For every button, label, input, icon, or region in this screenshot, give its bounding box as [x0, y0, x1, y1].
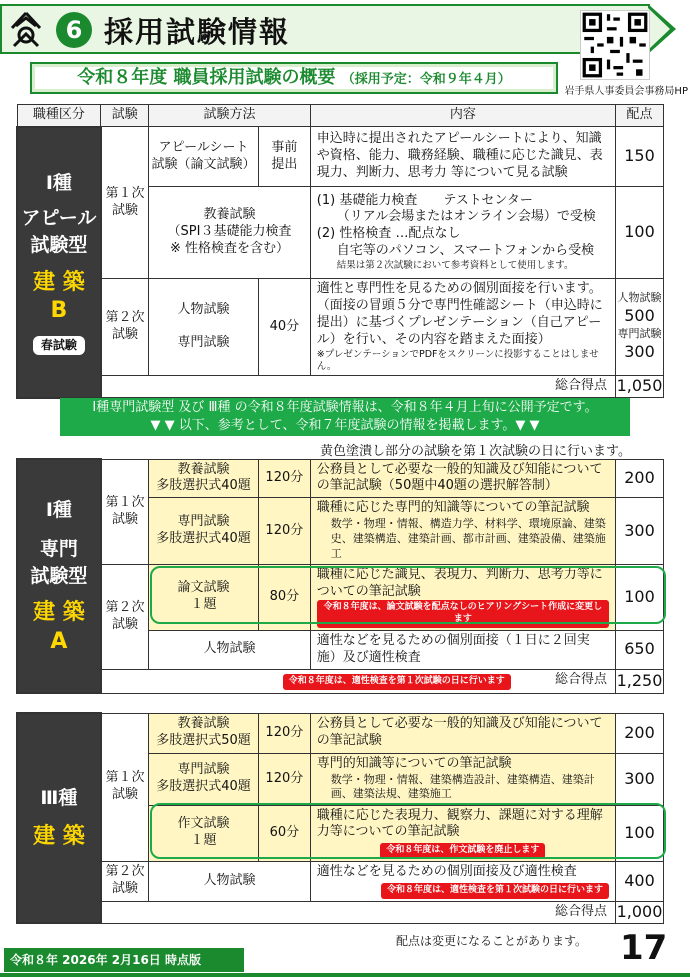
content-senmon — [310, 753, 615, 805]
method-kyoyo: 教養試験 多肢選択式50題 — [149, 713, 259, 753]
highlight-sakubun — [150, 803, 666, 859]
banner-line2: ▼ ▼ 以下、参考として、令和７年度試験の情報を掲載します。▼ ▼ — [150, 418, 540, 433]
time-second: 40分 — [258, 279, 310, 376]
method-appeal: アピールシート 試験（論文試験） — [149, 127, 259, 187]
stage-second: 第２次 試験 — [101, 861, 149, 901]
method-jinbutsu: 人物試験 — [149, 630, 311, 669]
header-stage: 試験 — [101, 105, 149, 127]
page-number: 17 — [620, 928, 668, 968]
time-senmon: 120分 — [258, 498, 310, 564]
content-line: 適性と専門性を見るための個別面接を行います。（面接の冒頭５分で専門性確認シート（申込時に提出）に基づくプレゼンテーション（自己アピール）を行い、その内容を踏まえた面接） — [316, 281, 603, 347]
points-senmon: 300 — [615, 753, 663, 805]
content-kyoyo-spi — [310, 187, 615, 279]
change-notice-tag: 令和８年度は、適性検査を第１次試験の日に行います — [381, 883, 609, 899]
content-line: 職種に応じた表現力、観察力、課題に対する理解力等についての筆記試験 — [316, 807, 603, 840]
content-kyoyo: 公務員として必要な一般的知識及び知能についての筆記試験 — [310, 713, 615, 753]
highlight-ronbun — [150, 566, 666, 624]
exam-table-type1-appeal — [16, 104, 664, 399]
header-category: 職種区分 — [17, 105, 101, 127]
points-kyoyo: 200 — [615, 459, 663, 498]
prefecture-logo-icon — [6, 10, 46, 48]
category-type1-appeal — [17, 127, 101, 398]
category-build-letter: B — [50, 298, 68, 324]
subtitle-note: （採用予定：令和９年４月） — [341, 72, 511, 87]
info-banner — [60, 398, 630, 436]
time-kyoyo: 120分 — [258, 459, 310, 498]
category-type1-specialty — [17, 459, 101, 693]
total-row — [101, 669, 616, 693]
points-change-note: 配点は変更になることがあります。 — [396, 934, 588, 948]
content-line: 専門的知識等についての筆記試験 — [316, 755, 512, 771]
header-arrow-inner — [648, 8, 670, 50]
content-line: (1) 基礎能力検査 テストセンター — [316, 192, 533, 208]
total-points: 1,050 — [615, 376, 663, 398]
stage-first: 第１次 試験 — [101, 459, 149, 564]
time-sakubun: 60分 — [258, 805, 310, 861]
change-notice-tag: 令和８年度は、論文試験を配点なしのヒアリングシート作成に変更します — [317, 600, 609, 627]
stage-second: 第２次 試験 — [101, 564, 149, 669]
content-line: 職種に応じた識見、表現力、判断力、思考力等についての筆記試験 — [316, 566, 603, 599]
method-ronbun: 論文試験 １題 — [149, 564, 259, 630]
banner-line1: Ⅰ種専門試験型 及び Ⅲ種 の令和８年度試験情報は、令和８年４月上旬に公開予定です。 — [92, 400, 598, 415]
category-main: Ⅲ種 — [40, 787, 78, 810]
bottom-rule — [0, 973, 690, 977]
content-senmon — [310, 498, 615, 564]
points-appeal: 150 — [615, 127, 663, 187]
method-specialty: 専門試験 — [177, 335, 230, 351]
spring-exam-badge: 春試験 — [33, 336, 85, 356]
content-jinbutsu — [310, 861, 615, 901]
content-jinbutsu: 適性などを見るための個別面接（１日に２回実施）及び適性検査 — [310, 630, 615, 669]
category-build-letter: A — [50, 628, 68, 654]
points-label: 専門試験 — [617, 327, 662, 341]
version-date: 令和８年 2026年 2月16日 時点版 — [4, 948, 244, 972]
content-note: 結果は第２次試験において参考資料として使用します。 — [336, 260, 574, 272]
page-title: 採用試験情報 — [104, 15, 291, 49]
qr-caption: 岩手県人事委員会事務局HP — [564, 86, 688, 97]
category-main: Ⅰ種 — [45, 498, 72, 521]
content-note: ※プレゼンテーションでPDFをスクリーンに投影することはしません。 — [316, 348, 599, 372]
method-senmon: 専門試験 多肢選択式40題 — [149, 498, 259, 564]
points-senmon: 300 — [615, 498, 663, 564]
method-jinbutsu: 人物試験 — [149, 861, 311, 901]
category-sub1: 専門 — [39, 538, 78, 561]
qr-code-icon[interactable] — [580, 10, 650, 80]
method-senmon: 専門試験 多肢選択式40題 — [149, 753, 259, 805]
category-sub2: 試験型 — [30, 233, 88, 256]
category-main: Ⅰ種 — [45, 171, 72, 194]
points-kyoyo-spi: 100 — [615, 187, 663, 279]
header-bar — [0, 4, 650, 54]
change-notice-tag: 令和８年度は、作文試験を廃止します — [380, 843, 545, 859]
method-second — [149, 279, 259, 376]
points-value: 500 — [624, 306, 655, 326]
total-points: 1,000 — [615, 901, 663, 923]
content-line: （リアル会場またはオンライン会場）で受検 — [336, 209, 596, 225]
points-label: 人物試験 — [617, 291, 662, 305]
content-line: 適性などを見るための個別面接及び適性検査 — [316, 863, 577, 879]
header-content: 内容 — [310, 105, 615, 127]
subtitle-main: 令和８年度 職員採用試験の概要 — [77, 67, 336, 88]
method-kyoyo: 教養試験 多肢選択式40題 — [149, 459, 259, 498]
time-kyoyo: 120分 — [258, 713, 310, 753]
total-points: 1,250 — [615, 669, 663, 693]
category-sub1: アピール — [21, 207, 97, 230]
time-senmon: 120分 — [258, 753, 310, 805]
change-notice-tag: 令和８年度は、適性検査を第１次試験の日に行います — [283, 674, 511, 690]
content-line: 自宅等のパソコン、スマートフォンから受検 — [336, 243, 595, 259]
total-label: 総合得点 — [101, 901, 616, 923]
time-ronbun: 80分 — [258, 564, 310, 630]
content-subjects: 数学・物理・情報、建築構造設計、建築構造、建築計画、建築法規、建築施工 — [330, 772, 595, 801]
category-type3 — [17, 713, 101, 923]
stage-first: 第１次 試験 — [101, 127, 149, 279]
points-kyoyo: 200 — [615, 713, 663, 753]
points-jinbutsu: 400 — [615, 861, 663, 901]
exam-overview-title — [30, 62, 558, 94]
points-jinbutsu: 650 — [615, 630, 663, 669]
content-line: 職種に応じた専門的知識等についての筆記試験 — [316, 500, 590, 516]
content-appeal: 申込時に提出されたアピールシートにより、知識や資格、能力、職務経験、職種に応じた識見、表現力、判断力、思考力 等について見る試験 — [310, 127, 615, 187]
stage-second: 第２次 試験 — [101, 279, 149, 376]
content-line: (2) 性格検査 …配点なし — [316, 226, 461, 242]
points-sakubun: 100 — [615, 805, 663, 861]
category-build: 建 築 — [33, 823, 85, 849]
method-interview: 人物試験 — [177, 302, 230, 318]
points-value: 300 — [624, 341, 655, 361]
header-method: 試験方法 — [149, 105, 311, 127]
total-label: 総合得点 — [554, 672, 607, 688]
content-kyoyo: 公務員として必要な一般的知識及び知能についての筆記試験（50題中40題の選択解答制） — [310, 459, 615, 498]
method-sakubun: 作文試験 １題 — [149, 805, 259, 861]
content-second — [310, 279, 615, 376]
time-appeal: 事前 提出 — [258, 127, 310, 187]
total-label: 総合得点 — [101, 376, 616, 398]
yellow-note: 黄色塗潰し部分の試験を第１次試験の日に行います。 — [320, 444, 631, 459]
method-kyoyo-spi: 教養試験 （SPI３基礎能力検査 ※ 性格検査を含む） — [149, 187, 311, 279]
category-build: 建 築 — [33, 269, 85, 295]
points-second — [615, 279, 663, 376]
stage-first: 第１次 試験 — [101, 713, 149, 861]
category-sub2: 試験型 — [30, 564, 88, 587]
points-ronbun: 100 — [615, 564, 663, 630]
content-subjects: 数学・物理・情報、構造力学、材料学、環境原論、建築史、建築構造、建築計画、都市計画、建築設備、建築施工 — [330, 517, 606, 560]
section-number: 6 — [56, 12, 92, 48]
header-points: 配点 — [615, 105, 663, 127]
category-build: 建 築 — [33, 600, 85, 626]
